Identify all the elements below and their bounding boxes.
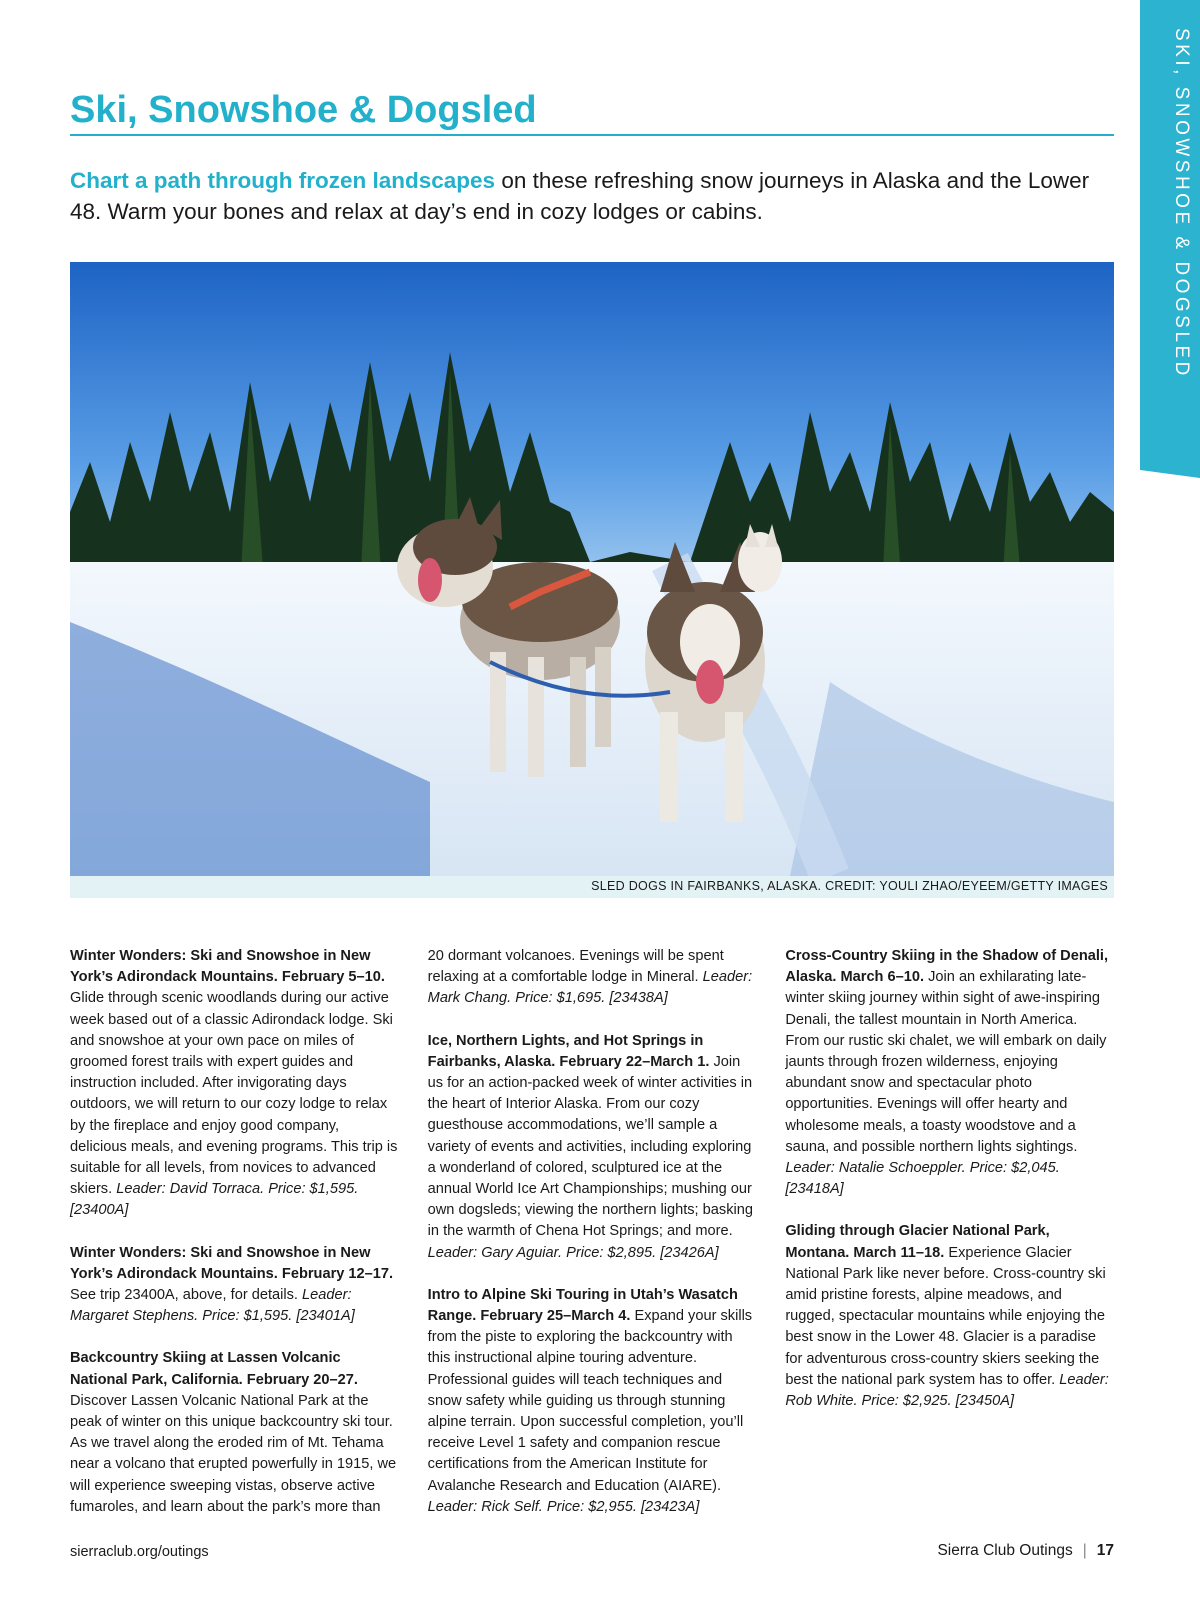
intro-text: on these refreshing snow journeys in Alaska and the Lower 48. Warm your bones and relax at day’s end in cozy lodges or cabins.: [70, 168, 1090, 224]
trip-listing: [428, 1031, 757, 1264]
trip-price: Price: $1,595. [23400A]: [70, 1181, 359, 1219]
trip-dates: February 20–27.: [242, 1371, 358, 1388]
trip-price: Price: $2,925. [23450A]: [857, 1393, 1015, 1410]
trip-dates: March 6–10.: [836, 969, 925, 986]
trip-description: Glide through scenic woodlands during our active week based out of a classic Adirondack lodge. Ski and snowshoe at your own pace on miles of groomed forest trails with expert guides and instruction included. After invigorating days outdoors, we will return to our cozy lodge to relax by the fireplace and enjoy good company, delicious meals, and evening programs. This trip is suitable for all levels, from novices to advanced skiers.: [70, 990, 398, 1198]
trip-listing: [785, 946, 1114, 1200]
trip-title: Ice, Northern Lights, and Hot Springs in Fairbanks, Alaska.: [427, 1032, 704, 1070]
trip-dates: February 22–March 1.: [555, 1053, 710, 1070]
trip-title: Winter Wonders: Ski and Snowshoe in New York’s Adirondack Mountains.: [70, 1244, 371, 1282]
trip-leader: Leader: Rick Self.: [427, 1498, 543, 1515]
caption-bar: [70, 876, 1114, 898]
trip-leader: Leader: Margaret Stephens.: [70, 1287, 352, 1325]
photo-caption: SLED DOGS IN FAIRBANKS, ALASKA. CREDIT: YOULI ZHAO/EYEEM/GETTY IMAGES: [591, 879, 1108, 893]
trip-title: Cross-Country Skiing in the Shadow of Denali, Alaska.: [785, 948, 1109, 986]
trip-price: Price: $1,595. [23401A]: [198, 1308, 355, 1325]
trip-title: Backcountry Skiing at Lassen Volcanic National Park, California.: [70, 1350, 341, 1388]
trip-description: Join us for an action-packed week of winter activities in the heart of Interior Alaska. From our cozy guesthouse accommodations, we’ll sample a variety of events and activities, including exploring a wonderland of colored, sculptured ice at the annual World Ice Art Championships; mushing our own dogsleds; viewing the northern lights; basking in the warmth of Chena Hot Springs; and more.: [427, 1053, 753, 1240]
trip-listing: [785, 1221, 1114, 1412]
trip-description: Experience Glacier National Park like never before. Cross-country ski amid pristine forests, alpine meadows, and rugged, spectacular mountains while enjoying the best snow in the Lower 48. Glacier is a paradise for adventurous cross-country skiers seeking the best the national park system has to offer.: [785, 1244, 1106, 1388]
publication-name: Sierra Club Outings: [937, 1542, 1073, 1559]
trip-leader: Leader: David Torraca.: [116, 1181, 265, 1198]
trip-listing: [70, 1243, 399, 1328]
intro-highlight: Chart a path through frozen landscapes: [70, 168, 496, 193]
trip-title: Intro to Alpine Ski Touring in Utah’s Wasatch Range.: [427, 1286, 738, 1325]
page-title: Ski, Snowshoe & Dogsled: [70, 90, 1114, 136]
intro-paragraph: [70, 165, 1120, 227]
trip-description: See trip 23400A, above, for details.: [70, 1287, 303, 1304]
trip-leader: Leader: Natalie Schoeppler.: [785, 1160, 966, 1177]
trip-description: Join an exhilarating late-winter skiing journey within sight of awe-inspiring Denali, the tallest mountain in North America. From our rustic ski chalet, we will embark on daily jaunts through frozen wilderness, enjoying abundant snow and spectacular photo opportunities. Evenings will offer hearty and wholesome meals, a toasty woodstove and a sauna, and possible northern lights sightings.: [785, 969, 1107, 1155]
trip-dates: February 12–17.: [277, 1265, 394, 1282]
trip-price: Price: $2,955. [23423A]: [542, 1498, 700, 1515]
page-number: 17: [1096, 1542, 1114, 1559]
footer-publication-info: [937, 1542, 1114, 1560]
trip-dates: March 11–18.: [849, 1244, 945, 1261]
trip-dates: February 25–March 4.: [476, 1308, 631, 1325]
trip-listings: [70, 946, 1114, 1526]
trip-price: Price: $1,695. [23438A]: [511, 990, 668, 1007]
trip-price: Price: $2,045. [23418A]: [785, 1160, 1060, 1198]
trip-title: Gliding through Glacier National Park, Montana.: [785, 1223, 1050, 1261]
trip-dates: February 5–10.: [277, 969, 385, 986]
trip-description: Expand your skills from the piste to exploring the backcountry with this instructional alpine touring adventure. Professional guides will teach techniques and snow safety while guiding us through stunning alpine terrain. Upon successful completion, you’ll receive Level 1 safety and companion rescue certifications from the American Institute for Avalanche Research and Education (AIARE).: [427, 1308, 753, 1494]
section-tab-label: SKI, SNOWSHOE & DOGSLED: [1171, 28, 1192, 379]
trip-price: Price: $2,895. [23426A]: [562, 1244, 719, 1261]
trip-leader: Leader: Mark Chang.: [427, 969, 753, 1007]
trip-listing: [70, 946, 399, 1222]
trip-title: Winter Wonders: Ski and Snowshoe in New York’s Adirondack Mountains.: [70, 948, 371, 986]
footer-url[interactable]: sierraclub.org/outings: [70, 1544, 209, 1560]
sled-dogs-photo: [70, 262, 1114, 876]
trip-listing: [428, 1285, 757, 1518]
footer-separator: |: [1082, 1542, 1087, 1559]
trip-leader: Leader: Gary Aguiar.: [427, 1244, 563, 1261]
trip-description: Discover Lassen Volcanic National Park at the peak of winter on this unique backcountry ski tour. As we travel along the eroded rim of Mt. Tehama near a volcano that erupted powerfully in 1915, we will experience sweeping vistas, observe active fumaroles, and learn about the park’s more than 20 dormant volcanoes. Evenings will be spent relaxing at a comfortable lodge in Mineral.: [70, 948, 724, 1515]
trip-leader: Leader: Rob White.: [785, 1371, 1109, 1410]
